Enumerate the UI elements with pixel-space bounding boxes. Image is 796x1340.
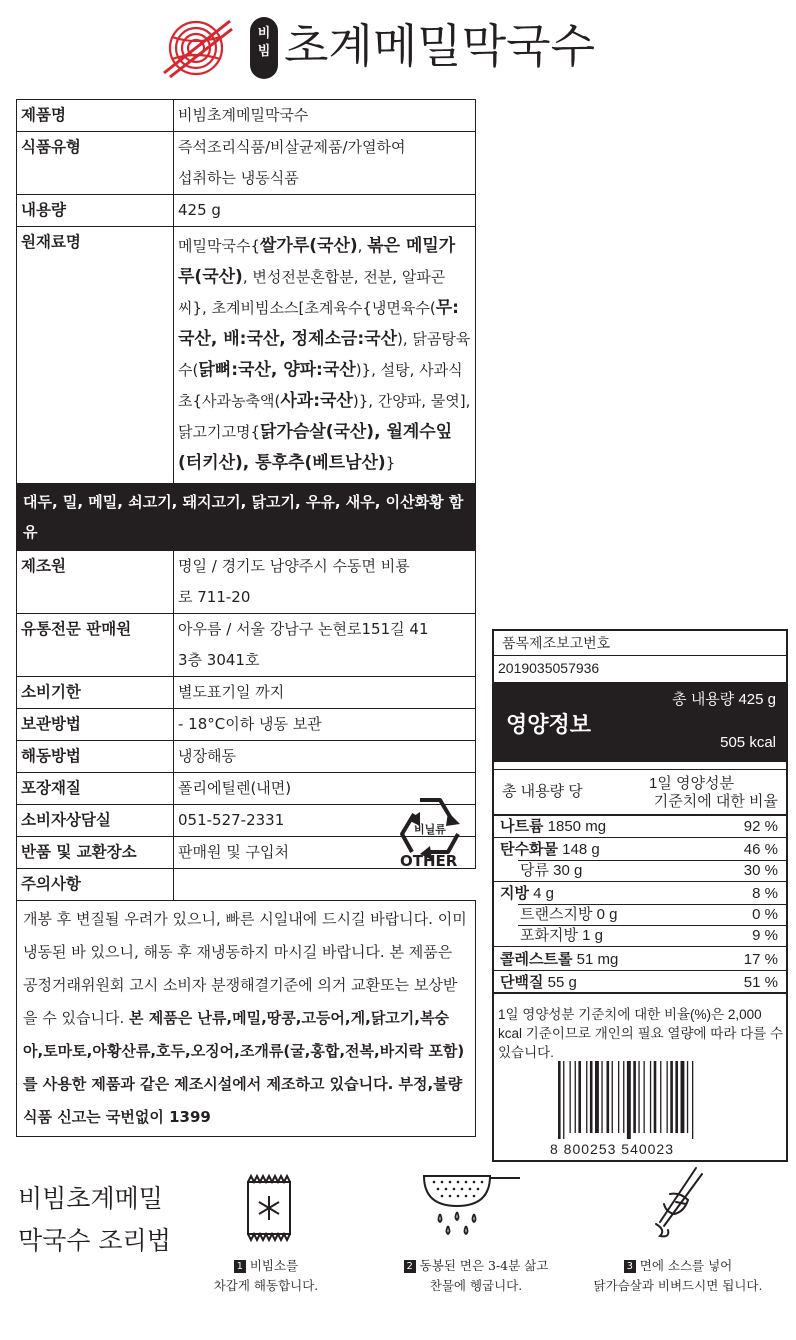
strainer-icon — [420, 1164, 525, 1244]
total-volume: 총 내용량 425 g — [672, 691, 776, 708]
row-volume — [17, 195, 476, 227]
nutrient-saturated-fat: 포화지방 1 g 9 % — [494, 925, 786, 947]
expiry-label: 소비기한 — [17, 677, 174, 709]
storage-value: - 18°C이하 냉동 보관 — [174, 709, 476, 741]
food-type-label: 식품유형 — [17, 132, 174, 195]
seller-label: 유통전문 판매원 — [17, 614, 174, 677]
report-label-row: 품목제조보고번호 — [494, 631, 786, 656]
recipe-step-3: 3 면에 소스를 넣어 닭가슴살과 비벼드시면 됩니다. — [593, 1258, 763, 1293]
row-storage — [17, 709, 476, 741]
caution-label: 주의사항 — [17, 869, 174, 901]
consult-value: 051-527-2331 — [174, 805, 476, 837]
exchange-label: 반품 및 교환장소 — [17, 837, 174, 869]
consult-label: 소비자상담실 — [17, 805, 174, 837]
red-noodle-bowl-logo-icon — [160, 15, 234, 81]
row-expiry — [17, 677, 476, 709]
row-allergy — [17, 484, 476, 551]
recipe-step-1: 1 비빔소를 차갑게 해동합니다. — [213, 1258, 319, 1293]
caution-text: 개봉 후 변질될 우려가 있으니, 빠른 시일내에 드시길 바랍니다. 이미 냉동된 바 있으니, 해동 후 재냉동하지 마시길 바랍니다. 본 제품은 공정거래위원회 고시 소비자 분쟁해결기준에 의거 교환또는 보상받을 수 있습니다. 본 제품은 난류,메밀,땅콩,고등어,게,닭고기,복숭아,토마토,아황산류,호두,오징어,조개류(굴,홍합,전복,바지락 포함)를 사용한 제품과 같은 제조시설에서 제조하고 있습니다. 부정,불량식품 신고는 국번없이 1399 — [17, 901, 476, 1137]
seller-value: 아우름 / 서울 강남구 논현로151길 41 3층 3041호 — [174, 614, 476, 677]
nutrient-trans-fat: 트랜스지방 0 g 0 % — [494, 904, 786, 926]
volume-label: 내용량 — [17, 195, 174, 227]
product-name-label: 제품명 — [17, 100, 174, 132]
barcode-icon — [556, 1061, 726, 1139]
bibim-badge: 비 빔 — [250, 17, 278, 79]
nutrient-fat: 지방 4 g 8 % — [494, 883, 786, 905]
nutrient-protein: 단백질 55 g 51 % — [494, 972, 786, 994]
ingredients-value: 메밀막국수{쌀가루(국산), 볶은 메밀가루(국산), 변성전분혼합분, 전분, 알파곤씨}, 초계비빔소스[초계육수{냉면육수(무:국산, 배:국산, 정제소금:국산), 닭곰탕육수(닭뼈:국산, 양파:국산)}, 설탕, 사과식초{사과농축액(사과:국산)}, 간양파, 물엿], 닭고기고명{닭가슴살(국산), 월계수잎(터키산), 통후추(베트남산)} — [174, 227, 476, 484]
recipe-title: 비빔초계메밀 막국수 조리법 — [18, 1184, 171, 1255]
row-product-name — [17, 100, 476, 132]
storage-label: 보관방법 — [17, 709, 174, 741]
row-caution — [17, 901, 476, 1137]
thaw-value: 냉장해동 — [174, 741, 476, 773]
nutrient-sugar: 당류 30 g 30 % — [494, 860, 786, 882]
product-title: 초계메밀막국수 — [284, 19, 596, 73]
chopsticks-icon — [646, 1164, 706, 1244]
nutrient-carbohydrate: 탄수화물 148 g 46 % — [494, 839, 786, 861]
row-ingredients — [17, 227, 476, 484]
nutrition-panel — [492, 629, 788, 1162]
product-name-value: 비빔초계메밀막국수 — [174, 100, 476, 132]
recipe-step-2: 2 동봉된 면은 3-4분 삶고 찬물에 헹굽니다. — [366, 1256, 586, 1296]
package-value: 폴리에틸렌(내면) — [174, 773, 476, 805]
product-info-table — [16, 99, 476, 1137]
volume-value: 425 g — [174, 195, 476, 227]
dv-header: 총 내용량 당 1일 영양성분 기준치에 대한 비율 — [494, 769, 786, 816]
food-type-value: 즉석조리식품/비살균제품/가열하여 섭취하는 냉동식품 — [174, 132, 476, 195]
nutrition-header — [494, 682, 786, 762]
row-maker — [17, 551, 476, 614]
expiry-value: 별도표기일 까지 — [174, 677, 476, 709]
nutrition-note: 1일 영양성분 기준치에 대한 비율(%)은 2,000 kcal 기준이므로 개인의 필요 열량에 따라 다를 수 있습니다. — [498, 1007, 783, 1060]
row-seller — [17, 614, 476, 677]
svg-text:비닐류: 비닐류 — [414, 823, 446, 836]
report-number-row: 2019035057936 — [498, 660, 600, 676]
nutrition-title: 영양정보 — [506, 713, 592, 738]
barcode-number: 8 800253 540023 — [550, 1141, 674, 1157]
row-thaw — [17, 741, 476, 773]
calories: 505 kcal — [720, 734, 776, 751]
exchange-value: 판매원 및 구입처 — [174, 837, 476, 869]
nutrient-sodium: 나트륨 1850 mg 92 % — [494, 816, 786, 838]
thaw-label: 해동방법 — [17, 741, 174, 773]
maker-label: 제조원 — [17, 551, 174, 614]
allergy-notice: 대두, 밀, 메밀, 쇠고기, 돼지고기, 닭고기, 우유, 새우, 이산화황 함유 — [17, 484, 476, 551]
recycle-type: OTHER — [400, 852, 458, 870]
nutrient-cholesterol: 콜레스트롤 51 mg 17 % — [494, 949, 786, 971]
row-food-type — [17, 132, 476, 195]
frozen-bag-icon — [244, 1168, 294, 1248]
ingredients-label: 원재료명 — [17, 227, 174, 484]
package-label: 포장재질 — [17, 773, 174, 805]
header — [0, 0, 796, 95]
maker-value: 명일 / 경기도 남양주시 수동면 비룡 로 711-20 — [174, 551, 476, 614]
